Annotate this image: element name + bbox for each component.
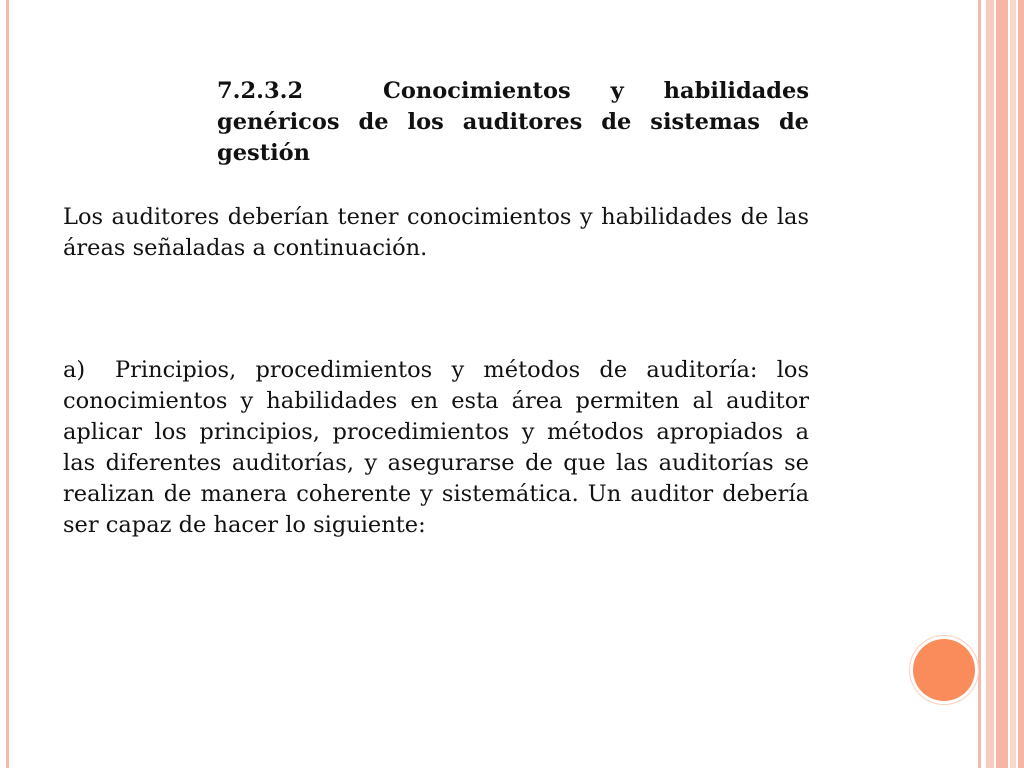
item-text: Principios, procedimientos y métodos de auditoría: los conocimientos y habilidades en esta área permiten al auditor aplicar los principios, procedimientos y métodos apropiados a las diferentes auditorías, y asegurarse de que las auditorías se realizan de manera coherente y sistemática. Un auditor debería ser capaz de hacer lo siguiente: bbox=[63, 357, 809, 538]
section-heading bbox=[217, 76, 809, 169]
decorative-circle-icon bbox=[913, 639, 975, 701]
section-title: Conocimientos y habilidades genéricos de los auditores de sistemas de gestión bbox=[217, 78, 809, 166]
item-label: a) bbox=[63, 357, 86, 383]
stripe bbox=[1018, 0, 1024, 768]
stripe bbox=[996, 0, 1008, 768]
intro-paragraph: Los auditores deberían tener conocimientos y habilidades de las áreas señaladas a continuación. bbox=[63, 204, 809, 261]
item-paragraph bbox=[63, 355, 809, 541]
stripe bbox=[1010, 0, 1016, 768]
stripe bbox=[978, 0, 981, 768]
decorative-stripes bbox=[978, 0, 1024, 768]
stripe bbox=[986, 0, 994, 768]
section-number: 7.2.3.2 bbox=[217, 78, 304, 104]
left-border-line bbox=[6, 0, 9, 768]
